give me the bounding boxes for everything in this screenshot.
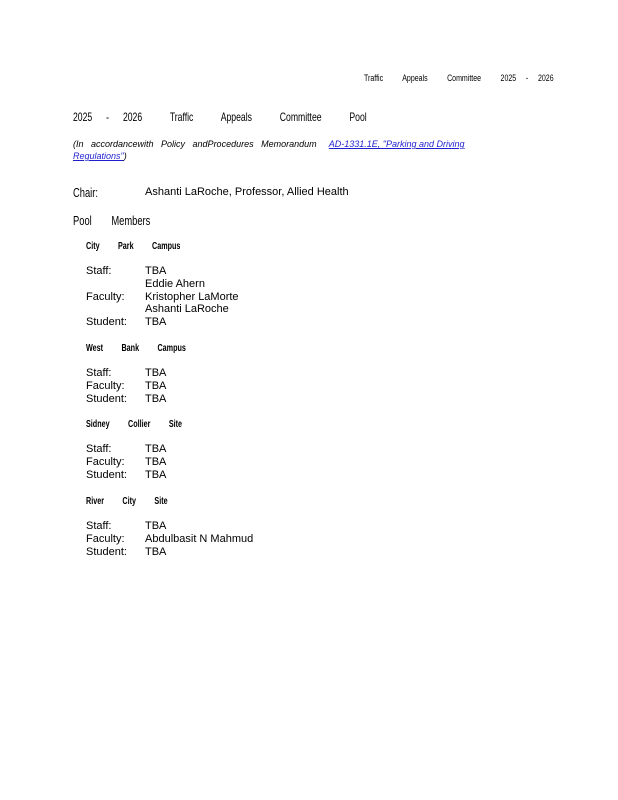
- staff-label: Staff:: [86, 265, 112, 277]
- faculty-value: Kristopher LaMorte: [145, 291, 239, 303]
- campus-heading-west-bank: West Bank Campus: [86, 343, 186, 354]
- policy-note-suffix: ): [123, 151, 127, 161]
- faculty-label: Faculty:: [86, 456, 125, 468]
- staff-value: TBA: [145, 443, 167, 455]
- policy-note-prefix: (In accordancewith Policy andProcedures Memorandum: [73, 139, 317, 149]
- faculty-label: Faculty:: [86, 380, 125, 392]
- staff-label: Staff:: [86, 367, 112, 379]
- faculty-label: Faculty:: [86, 533, 125, 545]
- student-value: TBA: [145, 316, 167, 328]
- student-value: TBA: [145, 393, 167, 405]
- faculty-value: Abdulbasit N Mahmud: [145, 533, 254, 545]
- staff-value: TBA: [145, 367, 167, 379]
- student-value: TBA: [145, 469, 167, 481]
- staff-value-2: Eddie Ahern: [145, 278, 205, 290]
- pool-members-heading: Pool Members: [73, 213, 151, 228]
- student-value: TBA: [145, 546, 167, 558]
- policy-memo-link[interactable]: AD-1331.1E, "Parking and Driving Regulations": [73, 139, 465, 161]
- staff-label: Staff:: [86, 520, 112, 532]
- student-label: Student:: [86, 469, 127, 481]
- policy-note: [73, 138, 513, 162]
- faculty-value-2: Ashanti LaRoche: [145, 303, 229, 315]
- campus-heading-sidney-collier: Sidney Collier Site: [86, 419, 183, 430]
- faculty-value: TBA: [145, 380, 167, 392]
- chair-value: Ashanti LaRoche, Professor, Allied Health: [145, 186, 349, 198]
- staff-value: TBA: [145, 265, 167, 277]
- campus-heading-city-park: City Park Campus: [86, 241, 181, 252]
- document-title: 2025 - 2026 Traffic Appeals Committee Pool: [73, 110, 367, 124]
- staff-value: TBA: [145, 520, 167, 532]
- student-label: Student:: [86, 316, 127, 328]
- student-label: Student:: [86, 393, 127, 405]
- faculty-label: Faculty:: [86, 291, 125, 303]
- campus-heading-river-city: River City Site: [86, 496, 168, 507]
- chair-label: Chair:: [73, 185, 98, 200]
- faculty-value: TBA: [145, 456, 167, 468]
- staff-label: Staff:: [86, 443, 112, 455]
- running-header: Traffic Appeals Committee 2025 - 2026: [364, 73, 554, 83]
- student-label: Student:: [86, 546, 127, 558]
